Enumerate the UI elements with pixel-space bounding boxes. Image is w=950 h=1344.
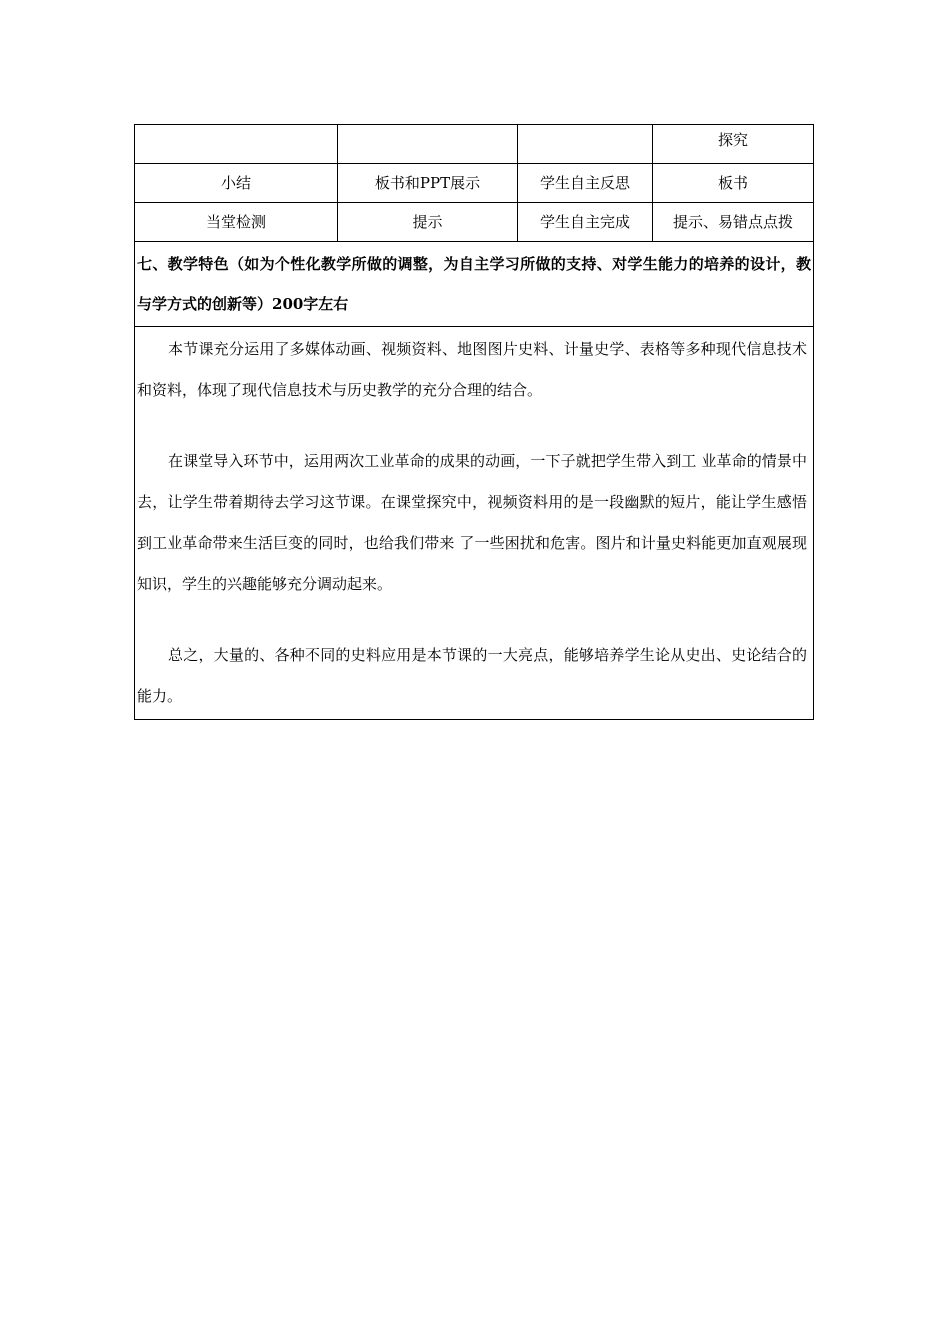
table-cell: 板书 <box>653 164 814 203</box>
table-row <box>135 242 814 327</box>
table-cell <box>518 125 653 164</box>
table-cell <box>338 125 518 164</box>
lesson-plan-table <box>134 124 814 720</box>
paragraph: 总之，大量的、各种不同的史料应用是本节课的一大亮点，能够培养学生论从史出、史论结合的能力。 <box>137 646 807 705</box>
table-cell <box>135 125 338 164</box>
table-row <box>135 203 814 242</box>
table-row <box>135 327 814 720</box>
table-cell: 提示 <box>338 203 518 242</box>
table-cell: 提示、易错点点拨 <box>653 203 814 242</box>
paragraph: 在课堂导入环节中，运用两次工业革命的成果的动画，一下子就把学生带入到工 业革命的情景中去，让学生带着期待去学习这节课。在课堂探究中，视频资料用的是一段幽默的短片，能让学生感悟到工业革命带来生活巨变的同时，也给我们带来 了一些困扰和危害。图片和计量史料能更加直观展现知识，学生的兴趣能够充分调动起来。 <box>137 452 807 593</box>
table-cell: 板书和PPT展示 <box>338 164 518 203</box>
table-cell: 学生自主反思 <box>518 164 653 203</box>
table-row <box>135 164 814 203</box>
paragraph: 本节课充分运用了多媒体动画、视频资料、地图图片史料、计量史学、表格等多种现代信息技术和资料，体现了现代信息技术与历史教学的充分合理的结合。 <box>137 340 807 399</box>
table-cell: 学生自主完成 <box>518 203 653 242</box>
table-cell: 探究 <box>653 125 814 164</box>
table-row <box>135 125 814 164</box>
section-heading: 七、教学特色（如为个性化教学所做的调整，为自主学习所做的支持、对学生能力的培养的设计，教与学方式的创新等）200字左右 <box>135 242 814 327</box>
section-body <box>135 327 814 720</box>
table-cell: 小结 <box>135 164 338 203</box>
table-cell: 当堂检测 <box>135 203 338 242</box>
